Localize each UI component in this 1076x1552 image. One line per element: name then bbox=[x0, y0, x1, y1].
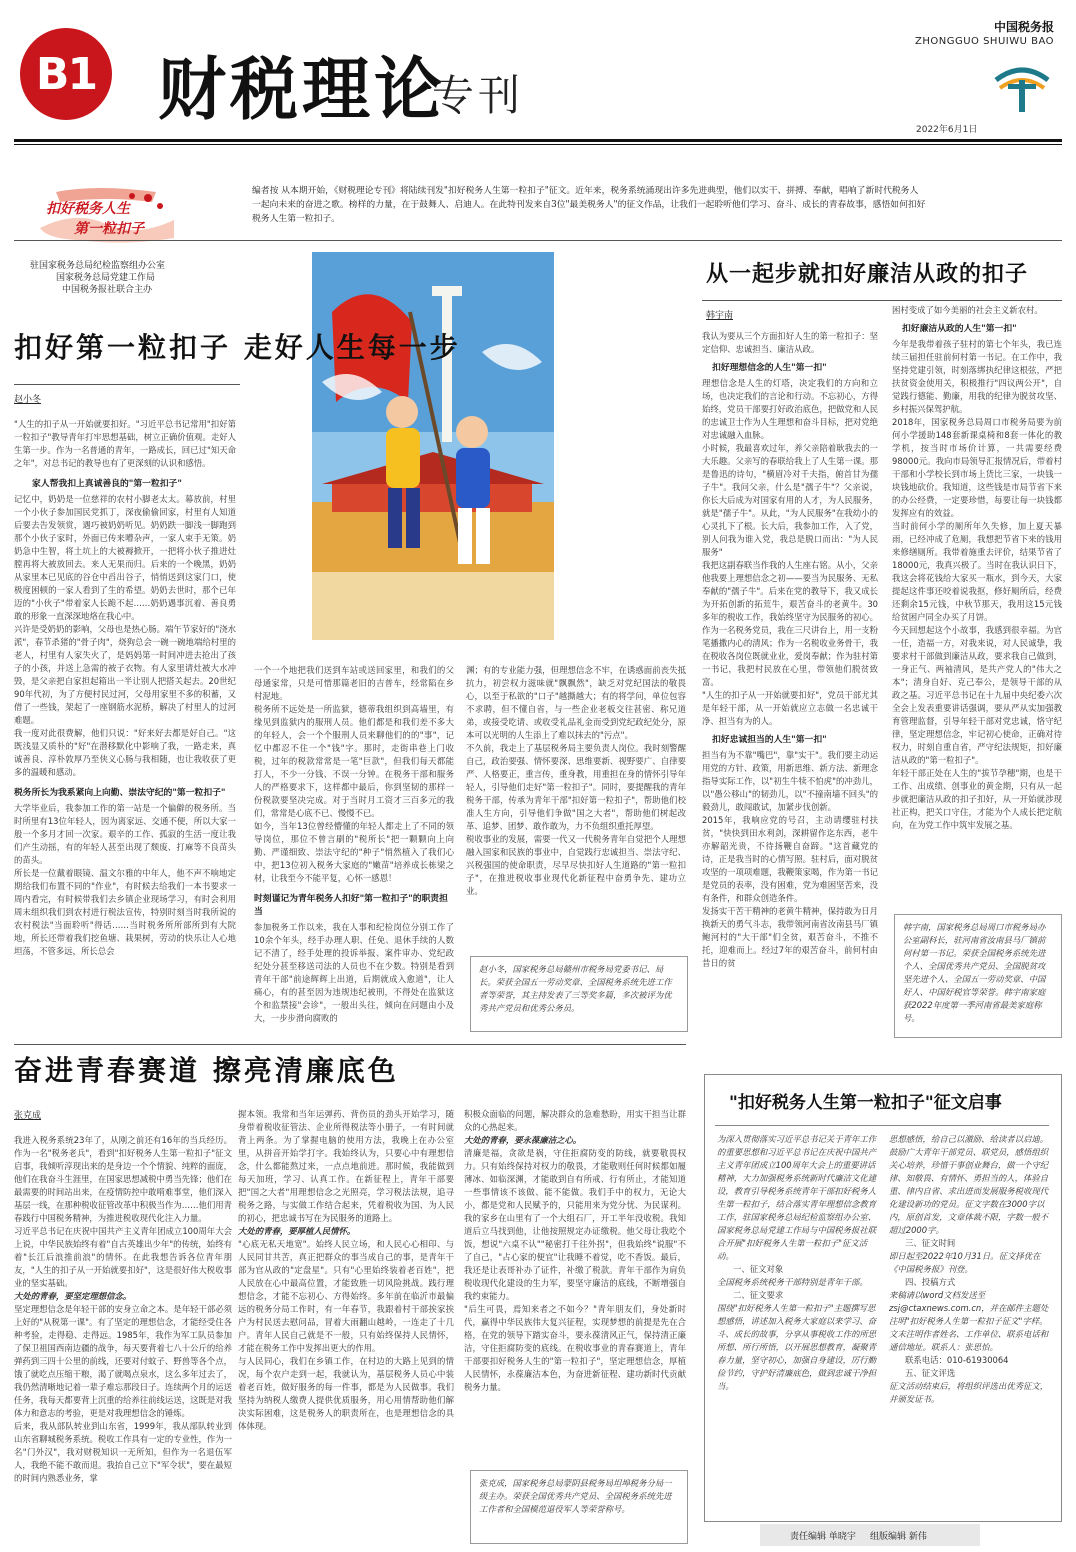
article3-col1 bbox=[14, 1134, 232, 1542]
article1-para6: 一个一个地把我们送到车站或送回家里，和我们的父母通家常，只是可惜那篇老旧的吉普车，经常陷在乡村泥地。 bbox=[254, 665, 454, 701]
article1-sub1: 家人帮我扣上真诚善良的"第一粒扣子" bbox=[32, 479, 182, 489]
article1-para11: 不久前，我走上了基层税务局主要负责人岗位。我时刻警醒自己，政治要强、情怀要深、思维要新、视野要广、自律要严、人格要正，重言传，重身教，用重担在身的情怀引导年轻人，引导他们走好"第一粒扣子"。同时，要提醒我的青年税务干部，传承为青年干部"扣好第一粒扣子"，帮助他们校准人生方向，引导他们争做"国之大者"，帮助他们树起改革、追梦、团梦、敢作敢为，力不负组织重托厚望。 bbox=[466, 743, 686, 831]
article3-title: 奋进青春赛道 擦亮清廉底色 bbox=[14, 1054, 399, 1087]
article1-para3: 我一度对此很费解，他们只说："好来好去都是好自己。"这既浅显又质朴的"好"在潜移默化中影响了我，一路走来，真诚善良、淳朴敦厚乃至侠义心肠与我相随，也让我收获了更多的温暖和感动。 bbox=[14, 728, 236, 777]
sidebar-banner bbox=[36, 180, 178, 252]
article2-para8: 困村变成了如今美丽的社会主义新农村。 bbox=[892, 305, 1043, 315]
note-rule bbox=[14, 240, 1062, 241]
organizer-3: 中国税务报社联合主办 bbox=[62, 285, 153, 295]
article3-author: 张克成 bbox=[14, 1111, 42, 1121]
article2-para12: 今天回想起这个小故事，我感到很幸福。为官一任，造福一方，对我来说，对人民诚挚，我要求村干部做到廉洁从政，要求我自己做到，一身正气、两袖清风，是共产党人的"伟大之本"；清身自好、克己奉公，是领导干部的从政之基。习近平总书记在十九届中央纪委六次全会上发表重要讲话强调，要从严从实加强教育管理监督，引导年轻干部对党忠诚，恪守纪律，坚定理想信念，牢记初心使命，正确对待权力，时刻自重自省，严守纪法规矩，扣好廉洁从政的"第一粒扣子"。 bbox=[892, 625, 1062, 765]
notice-col2-text: 思想感悟，给自己以激励、给读者以启迪。鼓励广大青年干部党员、联党员，感悟组织关心培养，珍惜干事创业舞台，做一个守纪律、知敬畏、有情怀、勇担当的人，体验自重、律内自省、求出进而发展服务税收现代化建设新功的党员。征文字数在3000字以内，原创首发，文章体裁不限，字数一般不超过2000字。 bbox=[889, 1134, 1049, 1235]
article2-intro: 我认为要从三个方面扣好人生的第一粒扣子：坚定信仰、忠诚担当、廉洁从政。 bbox=[702, 331, 878, 354]
article2-sub1: 扣好理想信念的人生"第一扣" bbox=[712, 363, 827, 373]
article3-sub2: 大处的青春，要厚植人民情怀。 bbox=[238, 1226, 356, 1236]
notice-s2: 二、征文要求 bbox=[733, 1290, 784, 1300]
notice-s1-text: 全国税务系统税务干部特别是青年干部。 bbox=[717, 1277, 868, 1287]
article2-para13: 年轻干部正处在人生的"拔节孕穗"期，也是干工作、出成绩、创事业的黄金期，只有从一起步就把廉洁从政的扣子扣好，从一开始就涉现社正构，把关口守住，才能为个人成长把定航向，在为党工作中筑牢发展之基。 bbox=[892, 768, 1062, 830]
notice-title-rule bbox=[715, 1125, 1049, 1126]
article3-bio-box bbox=[470, 1470, 688, 1544]
footer-editor: 责任编辑 单晓宇 bbox=[790, 1532, 856, 1542]
tax-logo-icon bbox=[990, 62, 1054, 114]
article3-para2: 坚定理想信念是年轻干部的安身立命之本。是年轻干部必须上好的"从税第一课"。有了坚定的理想信念，才能经受住各种考验，走得稳、走得远。1985年，我作为军工队员参加了保卫祖国西南边疆的战争，每天要背着七八十公斤的给养弹药到三四十公里的前线，还要对付蚊子、野兽等各个点，饿了就吃点压缩干粮，渴了就喝点泉水，这么多年过去了，我仍然清晰地记着一辈子难忘那段日子。连续两个月的运送任务，我每天都要背上沉重的给养往前线运送，这既是对我体力和意志的考验，更是对我理想信念的锤炼。 bbox=[14, 1304, 232, 1418]
article2-author: 韩宇南 bbox=[706, 311, 734, 321]
notice-s3-text: 即日起至2022年10月31日。征文择优在《中国税务报》刊登。 bbox=[889, 1251, 1041, 1274]
article2-para10: 2018年，国家税务总局周口市税务局要为前何小学援助148套新课桌椅和8套一体化的教学机，按当时市场价计算，一共需要经费98000元。我向市局领导汇报情况后，带着村干部和小学校长到市场上货比三家，一块钱一块钱地砍价。我知道，这些钱是市局节省下来的办公经费，一定要珍惜，每要让每一块钱都发挥应有的效益。 bbox=[892, 417, 1062, 518]
paper-name-en: ZHONGGUO SHUIWU BAO bbox=[914, 36, 1054, 47]
page-number: B1 bbox=[35, 48, 97, 100]
article2-col1 bbox=[702, 330, 878, 1038]
article3-sub3: 大处的青春，要永葆廉洁之心。 bbox=[464, 1135, 582, 1145]
article3-para6: 与人民同心，我们在乡镇工作，在村边的大路上见到的情况，每个农户走到一起，我就认为，基层税务人员心中装着老百姓，做好服务的每一件事，都是为人民做事。我们坚持为纳税人缴费人提供优质服务，用心用情帮助他们解决实际困难，这是税务人的职责所在，也是理想信念的具体体现。 bbox=[238, 1356, 454, 1431]
header-rule-thin bbox=[14, 144, 1062, 145]
article3-para8: 清廉是福，贪欲是祸，守住拒腐防变的防线，就要敬畏权力。只有始终保持对权力的敬畏，才能敬则任何时候都如履薄冰、如临深渊，才能敢到自有所戒、行有所止，才能知道一些事情该不该做、能不能做。我们手中的权力，无论大小，都是党和人民赋予的，只能用来为党分忧、为民谋利。我的家乡在山里有了一个大组石厂，开工半年没收税。我知道后立马找到他，让他按照规定办证缴税。他父母让我吃个饭，想说"六桌不认""秘密打千往外拐"，但我始终"说服"不了自己，"占心家的便宜"让我睡不着觉，吃不香饭。最后，我还是让表哥补办了证件，补缴了税款。青年干部作为肩负税收现代化建设的生力军，要坚守廉洁的底线，不断增强自我约束能力。 bbox=[464, 1148, 686, 1301]
section-title: 财税理论 bbox=[158, 50, 447, 130]
banner-line-1: 扣好税务人生 bbox=[46, 201, 130, 217]
article2-para7: 发扬实干苦干精神的老黄牛精神，保持敢为日月换新天的勇气斗志，我带领河南省汝南县马厂镇鲍河村的"大干部"们全贫，艰苦奋斗，不推不托，迎难而上。经过7年的艰苦奋斗，前何村由昔日的贫 bbox=[702, 906, 878, 968]
article3-intro: 我进入税务系统23年了，从刚之前还有16年的当兵经历。作为一名"税务老兵"，看到"扣好税务人生第一粒扣子"征文启事，我倾听淳现出来的是身边一个个情貌、纯粹的面庞，他们在我奋斗生涯里，在国家思想减税中勇当先锋；他们在最需要的时间站出来，在疫情防控中敢啃难事堂，他们深入基层一线，在那种税收征管改革中积极当作为……他们用青春践行中国税务精神，为推进税收现代化注入力量。 bbox=[14, 1135, 232, 1223]
header-rule bbox=[14, 139, 1062, 142]
article3-sub1: 大处的青春，要坚定理想信念。 bbox=[14, 1291, 132, 1301]
article2-para1: 理想信念是人生的灯塔，决定我们的方向和立场，也决定我们的言论和行动。不忘初心，方得始终，党员干部要打好政治底色，把做党和人民的忠诚卫士作为人生理想和奋斗目标，把对党绝对忠诚融入血脉。 bbox=[702, 378, 878, 440]
article3-col2 bbox=[238, 1108, 454, 1542]
article2-sub2: 扣好忠诚担当的人生"第一扣" bbox=[712, 735, 827, 745]
article3-para5: "心底无私天地宽"。始终人民立场，和人民心心相印、与人民同甘共苦，真正把群众的事当成自己的事，是青年干部为官从政的"定盘星"。只有"心里始终装着老百姓"，把人民放在心中最高位置，才能致胜一切风险挑战。践行理想信念，才能不忘初心、方得始终。多年前在临沂市最偏远的税务分局工作时，有一年春节，我跟着村干部挨家挨户为村民送去慰问品，冒着大雨翻山越岭，一连走了十几户。青年人民自己就是不一般，只有始终保持人民情怀，才能在税务工作中发挥出更大的作用。 bbox=[238, 1239, 454, 1353]
article3-para9: "后生可畏，焉知来者之不如今？"青年朋友们，身处新时代，赢得中华民族伟大复兴征程，实现梦想的前提是先在合格，在党的领导下踏实奋斗，要永葆清风正气，保持清正廉洁，守住拒腐防变的底线。在税收事业的青春赛道上，青年干部要扣好税务人生的"第一粒扣子"，坚定理想信念，厚植人民情怀，永葆廉洁本色，为奋进新征程、建功新时代贡献税务力量。 bbox=[464, 1304, 686, 1392]
article2-para2: 小时候，我最喜欢过年，养父亲陪着耿我去的一大乐趣。父亲写的春联给我上了人生第一课。那是鲁迅的诗句，"横眉冷对千夫指，俯首甘为孺子牛"。我问父亲，什么是"孺子牛"？父亲说，你长大后成为对国家有用的人才，为人民服务，就是"孺子牛"。从此，"为人民服务"在我幼小的心灵扎下了根。长大后，我参加工作，入了党，别人问我为谁入党，我总是脱口而出："为人民服务" bbox=[702, 443, 878, 557]
notice-contact: 联系电话：010-61930064 bbox=[905, 1355, 1009, 1365]
article2-sub3: 扣好廉洁从政的人生"第一扣" bbox=[902, 324, 1017, 334]
article1-sub2: 税务所长为我系紧向上向勤、崇法守纪的"第一粒扣子" bbox=[14, 788, 226, 798]
article1-sub3: 时刻谨记为青年税务人扣好"第一粒扣子"的职责担当 bbox=[254, 894, 448, 917]
article2-title-rule bbox=[702, 300, 1062, 301]
article2-bio-box bbox=[894, 914, 1062, 1038]
hero-illustration bbox=[312, 252, 554, 640]
issue-date: 2022年6月1日 bbox=[916, 125, 978, 135]
article3-para3: 后来，我从部队转业到山东省，1999年，我从部队转业到山东省聊城税务系统。税收工作具有一定的专业性，作为一名"门外汉"，我对财税知识一无所知，但作为一名退伍军人，我绝不能不敢而退。我抬自己立下"军令状"，要在最短的时间内熟悉业务，掌 bbox=[14, 1421, 232, 1483]
banner-line-2: 第一粒扣子 bbox=[74, 221, 144, 237]
notice-title: "扣好税务人生第一粒扣子"征文启事 bbox=[729, 1093, 1002, 1113]
article3-col3 bbox=[464, 1108, 686, 1466]
article2-col2 bbox=[892, 304, 1062, 908]
article1-para2: 兴许是受奶奶的影响，父母也是热心肠。端午节家好的"浇水派"，春节杀猪的"骨子肉"，烧狗总会一碗一碗地端给村里的老人，村里有人家失火了，是妈妈第一时间冲进去抢出了孩子的小孩，并送上急需的被子衣物。有人家里请灶被大水冲毁，是父亲把自家担起箱出一半让别人把搭关起去。20世纪90年代初，为了方便村民过河，父母用家里不多的积蓄，又借了一些钱，架起了一座钢筋水泥桥，解决了村里人的过河难题。 bbox=[14, 624, 236, 725]
article1-title-rule bbox=[14, 384, 240, 385]
notice-box bbox=[704, 1074, 1062, 1522]
article3-top-rule bbox=[14, 1044, 686, 1045]
notice-intro: 为深入贯彻落实习近平总书记关于青年工作的重要思想和习近平总书记在庆祝中国共产主义青年团成立100周年大会上的重要讲话精神，大力加强税务系统新时代廉洁文化建设，教育引导税务系统青年干部扣好税务人生第一粒扣子，结合落实青年理想信念教育工作，驻国家税务总局纪检监察组办公室、国家税务总局党建工作局与中国税务报社联合开展"扣好税务人生第一粒扣子"征文活动。 bbox=[717, 1134, 877, 1261]
article2-bio: 韩宇南，国家税务总局周口市税务局办公室副科长，驻河南省汝南县马厂镇前何村第一书记。荣获全国税务系统先进个人、全国优秀共产党员、全国脱贫攻坚先进个人、全国五一劳动奖章、中国好人、中国好税官等荣誉。韩宇南家庭获2022年度第一季河南省最美家庭称号。 bbox=[903, 922, 1046, 1023]
article3-para7: 积极众面临的问题，解决群众的急难愁盼，用实干担当让群众的心热起来。 bbox=[464, 1109, 686, 1132]
article1-col1 bbox=[14, 418, 236, 1030]
article2-para9: 今年是我带着孩子驻村的第七个年头，我已连续三届担任驻前何村第一书记。在工作中，我坚持党建引领，时刻落绑执纪律这根弦，严把扶贫资金使用关，积极推行"四议两公开"，自觉践行德能、勤廉，用我的纪律为脱贫攻坚、乡村振兴保驾护航。 bbox=[892, 339, 1062, 414]
article2-para3: 我把这副春联当作我的人生座右铭。从小，父亲他我要上理想信念之初——要当为民服务、无私奉献的"孺子牛"。后来在党的教导下，我又成长为开拓创新的拓荒牛，艰苦奋斗的老黄牛。30多年的税收工作，我始终坚守为民服务的初心。作为一名税务党员，我在三尺讲台上，用一支粉笔播撒内心的清风；作为一名税收业务骨干，我在税收各岗位既就业业，爱岗奉献；作为驻村第一书记，我把村民放在心里，带领他们脱贫致富。 bbox=[702, 560, 878, 687]
editor-note: 编者按 从本期开始，《财税理论专刊》将陆续刊发"扣好税务人生第一粒扣子"征文。近年来，税务系统涌现出许多先进典型，他们以实干、拼搏、奉献，唱响了新时代税务人一起向未来的奋进之歌。榜样的力量，在于鼓舞人、启迪人。在此特刊发来自3位"最美税务人"的征文作品，让我们一起聆听他们学习、奋斗、成长的青春故事，感悟如何扣好税务人生第一粒扣子。 bbox=[252, 186, 926, 224]
article2-para5: 担当有为不靠"嘴巴"，靠"实干"。我们要主动运用党的方针、政策，用新思维、新方法、新理念指导实际工作，以"初生牛犊不怕虎"的冲劲儿，以"愚公移山"的韧劲儿，以"不撞南墙不回头"的毅劲儿，敢闯敢试，加紧步伐创新。 bbox=[702, 750, 878, 812]
article2-para4: "人生的扣子从一开始就要扣好"，党员干部尤其是年轻干部，从一开始就应立志做一名忠诚干净、担当有为的人。 bbox=[702, 690, 878, 726]
notice-s5: 五、征文评选 bbox=[905, 1368, 956, 1378]
article1-para10: 渊；有的专业能力强，但理想信念不牢，在诱惑面前丧失抵抗力，初尝权力滋味就"飘飘然"，缺乏对党纪国法的敬畏心，以至于私欲的"口子"越撕越大；有的将学问，单位包容不求聘，但不懂自省，与一些企业老板交往甚密、称兄道弟，或接受吃请、或收受礼品礼金而受到党纪政纪处分，原本可以光明的人生添上了难以抹去的"污点"。 bbox=[466, 665, 686, 740]
article1-para8: 如今，当年13位曾经懵懂的年轻人都走上了不同的领导岗位，那位不曾言刷的"税所长"把一颗颗向上向勤、严谨细致、崇法守纪的"种子"悄然植入了我们心中，把13位初入税务大家庭的"嫩苗"培养成长栋梁之材，让我至今不能平复，心怀一感恩！ bbox=[254, 821, 454, 883]
notice-s1: 一、征文对象 bbox=[733, 1264, 784, 1274]
article1-para5: 所长是一位戴着眼镜、温文尔雅的中年人，他不声不响地定期给我们布置不同的"作业"，有时候去给我们一本书要求一周内看完，有时候带我们去乡镇企业现场学习，有时会利用周末组织我们到农村进行税法宣传，特别时刻当时我所说的农村税法"当面聆听"得话……当时税务所所部所到有大院地，所长还带着我们挖鱼塘、栽果树，劳动的快乐让人心地坦荡，不管多远，所长总会 bbox=[14, 868, 236, 956]
article2-para6: 2015年，我响应党的号召，主动请缨驻村扶贫，"快快到田水利剑，深耕留作迄东西，老牛亦解韶光贵，不待扬鞭自奋蹄。"这首藏党的诗，正是我当时的心情写照。驻村后，面对脱贫攻坚的一项项难题，我鞭策家喝，作为第一书记是党员的表率，没有困难，党为难困坚苦来，没有条件，和群众创造条件。 bbox=[702, 815, 878, 903]
notice-s4: 四、投稿方式 bbox=[905, 1277, 956, 1287]
organizer-1: 驻国家税务总局纪检监察组办公室 bbox=[30, 261, 166, 271]
article1-col2 bbox=[254, 664, 454, 1030]
notice-s3: 三、征文时间 bbox=[905, 1238, 956, 1248]
paper-name-cn: 中国税务报 bbox=[993, 20, 1054, 34]
notice-s4-text: 来稿请以word文档发送至zsj@ctaxnews.com.cn，并在邮件主题处注明"扣好税务人生第一粒扣子征文"字样。文末注明作者姓名、工作单位、联系电话和通信地址。联系人：张思怡。 bbox=[889, 1290, 1049, 1352]
article1-para12: 税收事业的发展，需要一代又一代税务青年自觉把个人理想融入国家和民族的事业中，自觉践行忠诚担当、崇法守纪、兴税强国的使命职责，尽早尽快扣好人生道路的"第一粒扣子"，在推进税收事业现代化新征程中奋勇争先、建功立业。 bbox=[466, 834, 686, 896]
article1-para7: 税务所不远处是一所监狱，德蒂我组织到高墙里，有缘见到监狱内的服刑人员。他们都是和我们差不多大的年轻人，会一个个服刑人员来聊他们的的"事"，记忆中都忍不住一个"钱"字。那时，走街串巷上门收税，过年的税款常常是一笔"巨款"，但我们每天都能打人，不少一分钱、不误一分钟。在税务干部和服务人的严格要求下，这样都中最后，你到坚韧的那样一份税款要坚决完成。对于当时月工资才三百多元的我们，常常是心底不已、慢慢不已。 bbox=[254, 704, 454, 818]
article2-title: 从一起步就扣好廉洁从政的扣子 bbox=[706, 261, 1029, 287]
footer-designer: 组版编辑 新伟 bbox=[870, 1532, 927, 1542]
page-number-badge bbox=[20, 28, 112, 120]
article3-bio: 张克成，国家税务总局蒙阴县税务局坦埠税务分局一级主办。荣获全国优秀共产党员、全国税务系统先进工作者和全国模范退役军人等荣誉称号。 bbox=[479, 1478, 672, 1514]
article1-para4: 大学毕业后，我参加工作的第一站是一个偏僻的税务所。当时所里有13位年轻人，因为离家远、交通不便，所以大家一般一个多月才回一次家。艰辛的工作、孤寂的生活一度让我们产生动摇，有的年轻人甚至出现了颓废、打麻等不良苗头的苗头。 bbox=[14, 803, 236, 865]
notice-s5-text: 征文活动结束后，将组织评选出优秀征文，并颁发证书。 bbox=[889, 1381, 1049, 1404]
notice-s2-text: 围绕"扣好税务人生第一粒扣子"主题撰写思想感悟，讲述加入税务大家庭以来学习、奋斗、成长的故事，分享从事税收工作的所思所想、所行所悟，以开展思想教育，凝聚青春力量，坚守初心，加强自身建设，厉行勤俭节约，守护好清廉底色，做到忠诚干净担当。 bbox=[717, 1303, 877, 1391]
article1-bio-box bbox=[470, 956, 688, 1032]
notice-col1 bbox=[717, 1133, 877, 1513]
section-subtitle: 专刊 bbox=[432, 71, 525, 120]
article1-col3 bbox=[466, 664, 686, 948]
article2-para11: 当时前何小学的厕所年久失修，加上夏天暴雨，已经冲成了危厕，我想把节省下来的钱用来修缮厕所。我带着施重去评价，结果节省了18000元，我真兴极了。当时在我认识日下，我这会将花钱给大家买一瓶水，到今天，大家提起这件事还咬着说我抠，修好厕所后，经费还剩余15元钱，中秋节那天，我用这15元钱给贫困户同全办买了月饼。 bbox=[892, 521, 1062, 622]
article1-para9: 参加税务工作以来，我在人事和纪检岗位分别工作了10余个年头，经手办理人职、任免、退休手续的人数记不清了，经手处理的投诉举报、案件审办、党纪政纪处分甚至移送司法的人员也不在少数。特别是看到青年干部"前途辉辉上出道，后期就成入愈道"，让人痛心，有的甚至因为违规违纪被刑，不得处在监狱这个和监禁接"会诊"，一般出头往，倾向在问题由小及大，一步步滑向腐败的 bbox=[254, 922, 454, 1023]
notice-col2 bbox=[889, 1133, 1049, 1513]
article1-intro: "人生的扣子从一开始就要扣好。"习近平总书记常用"扣好第一粒扣子"教导青年打牢思想基础，树立正确价值观。走好人生第一步。作为一名普通的青年，一路成长，回已过"知天命之年"，对总书记的教导也有了更深刻的认识和感悟。 bbox=[14, 419, 236, 468]
article1-para1: 记忆中，奶奶是一位慈祥的农村小脚老太太。幕放前，村里一个小伙子参加国民党抓丁，深夜偷偷回家，村里有人知道后要去告发领赏，遇巧被奶奶听见。奶奶跌一脚浅一脚跑到那个小伙子家时，外面已传来嘈杂声，一家人束手无策。奶奶急中生智，将土坑上的大被褥掀开，一把将小伙子推进灶膛再将大被放回去。来人无果而归。后来的一个晚黑，奶奶从家里本已见底的谷仓中舀出谷子，悄悄送到这家门口，使极度困顿的一家人看到了生的希望。奶奶去世时，那个已年迈的"小伙子"带着家人长跪不起……奶奶遇事沉着、善良勇敢的形象一直深深地烙在我心中。 bbox=[14, 494, 236, 621]
article3-para1: 习近平总书记在庆祝中国共产主义青年团成立100周年大会上说，中华民族始终有着"自古英雄出少年"的传统，始终有着"长江后浪推前浪"的情怀。在此我想告诉各位青年朋友，"人生的扣子从一开始就要扣好"，这是很好伟大税收事业的坚实基础。 bbox=[14, 1226, 232, 1288]
article1-title: 扣好第一粒扣子 走好人生每一步 bbox=[14, 331, 461, 364]
article3-para4: 握本领。我常和当年运弹药、背伤员的劲头开始学习，随身带着税收征管法、企业所得税法等小册子，一有时间就背上两条。为了掌握电脑的使用方法，我晚上在办公室里，从拼音开始学打字。我始终认为，只要心中有理想信念，什么都能熬过来，一点点地前进。那时候，我能做到每天加班，学习、认真工作。在新征程上，青年干部要把"国之大者"用理想信念之光照亮，学习税法法规，追寻税务之路，与实做工作结合起来，凭着税收为国、为人民的初心，把忠诚书写在为民服务的道路上。 bbox=[238, 1109, 454, 1223]
article1-author: 赵小冬 bbox=[14, 395, 42, 405]
organizer-2: 国家税务总局党建工作局 bbox=[56, 273, 156, 283]
article1-bio: 赵小冬，国家税务总局赣州市税务局党委书记、局长。荣获全国五一劳动奖章、全国税务系统先进工作者等荣誉，其主持发表了三等奖多篇，多次被评为优秀共产党员和优秀公务员。 bbox=[479, 964, 672, 1013]
